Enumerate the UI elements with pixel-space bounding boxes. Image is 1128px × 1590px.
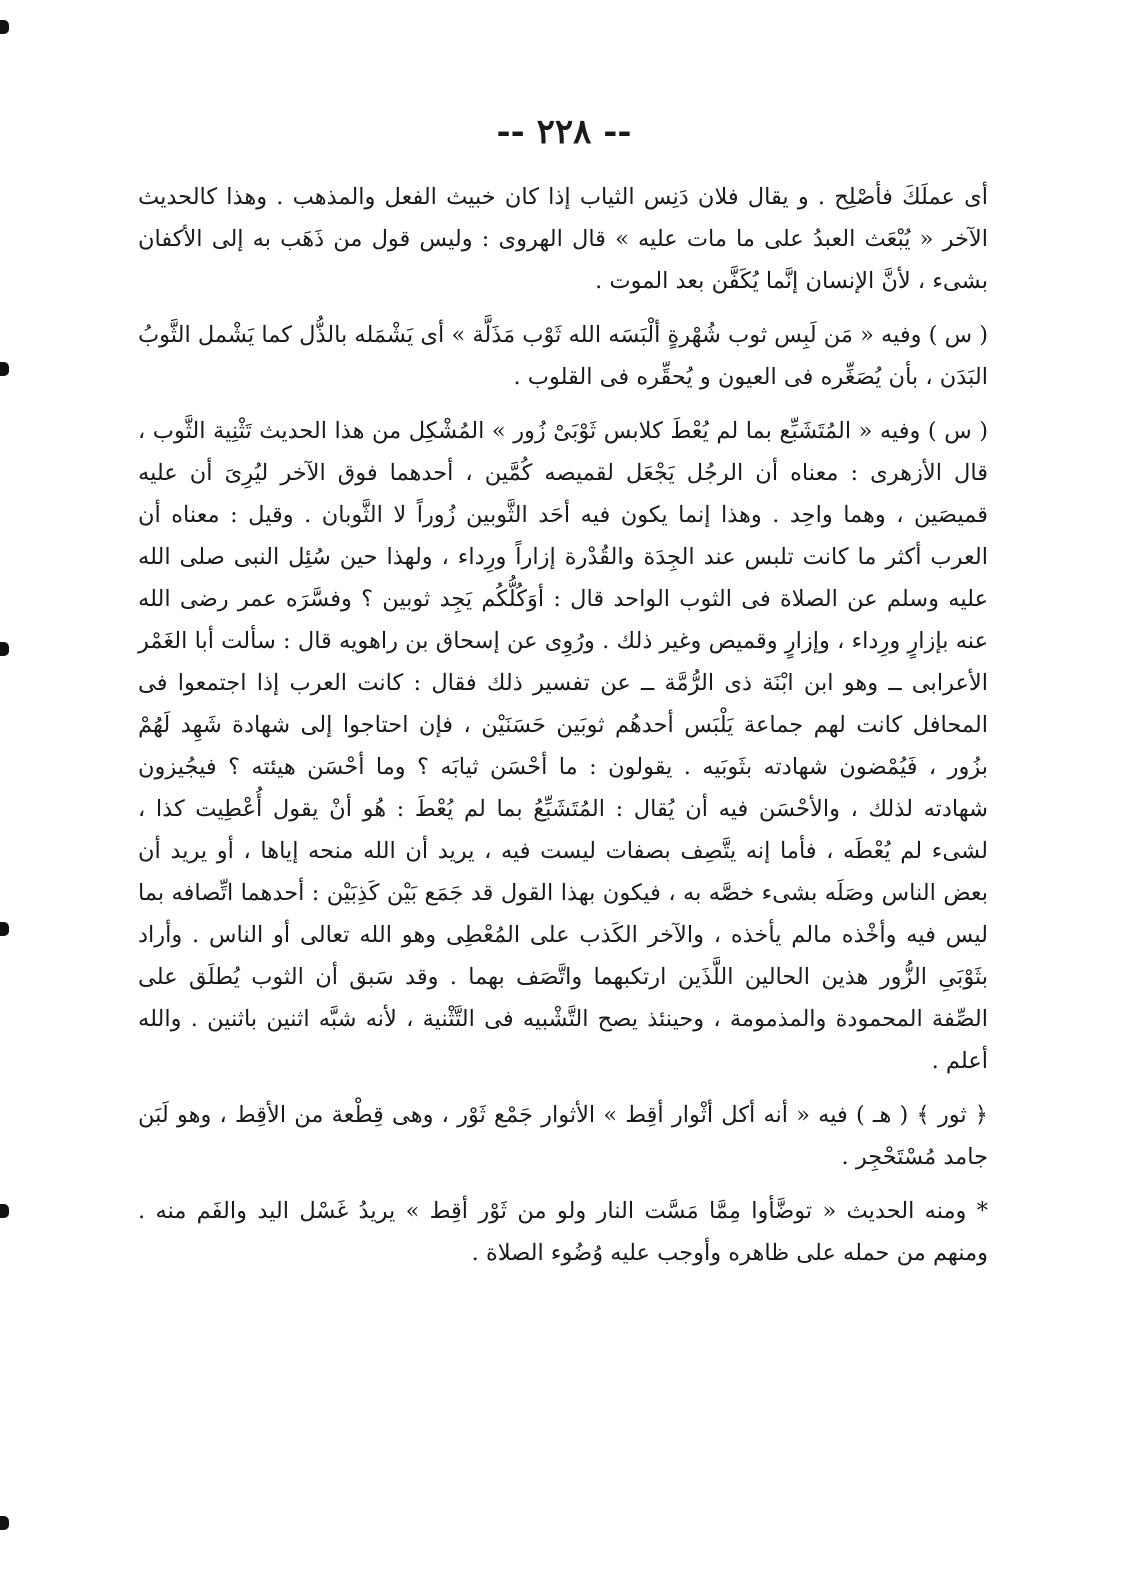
scan-edge-mark — [0, 922, 9, 936]
scan-edge-mark — [0, 1204, 9, 1218]
scan-edge-mark — [0, 20, 9, 34]
scan-edge-mark — [0, 642, 9, 656]
paragraph-1: أى عملَكَ فأصْلِح . و يقال فلان دَنِس الثياب إذا كان خبيث الفعل والمذهب . وهذا كالحديث الآخر « يُبْعَث العبدُ على ما مات عليه » قال الهروى : وليس قول من ذَهَب به إلى الأكفان بشىء ، لأنَّ الإنسان إنَّما يُكَفَّن بعد الموت . — [138, 184, 988, 294]
paragraph-2: ( س ) وفيه « مَن لَبِس ثوب شُهْرةٍ ألْبَسَه الله ثَوْب مَذَلَّة » أى يَشْمَله بالذُّل كما يَشْمل الثَّوبُ البَدَن ، بأن يُصَغِّره فى العيون و يُحقِّره فى القلوب . — [138, 322, 988, 390]
scan-edge-mark — [0, 1516, 9, 1530]
page-number: -- ٢٢٨ -- — [496, 112, 632, 152]
paragraph-4: ﴿ ثور ﴾ ( هـ ) فيه « أنه أكل أثْوار أقِط » الأثوار جَمْع ثَوْر ، وهى قِطْعة من الأقِط ، وهو لَبَن جامد مُسْتَحْجِر . — [138, 1102, 988, 1170]
paragraph-3: ( س ) وفيه « المُتَشَبِّع بما لم يُعْطَ كلابس ثَوْبَىْ زُور » المُشْكِل من هذا الحديث تَثْنِية الثَّوب ، قال الأزهرى : معناه أن الرجُل يَجْعَل لقميصه كُمَّين ، أحدهما فوق الآخر ليُرِىَ أن عليه قميصَين ، وهما واحِد . وهذا إنما يكون فيه أحَد الثَّوبين زُوراً لا الثَّوبان . وقيل : معناه أن العرب أكثر ما كانت تلبس عند الجِدَة والقُدْرة إزاراً ورِداء ، ولهذا حين سُئِل النبى صلى الله عليه وسلم عن الصلاة فى الثوب الواحد قال : أوَكُلُّكُم يَجِد ثوبين ؟ وفسَّرَه عمر رضى الله عنه بإزارٍ ورِداء ، وإزارٍ وقميص وغير ذلك . ورُوِى عن إسحاق بن راهويه قال : سألت أبا الغَمْر الأعرابى ــ وهو ابن ابْنَة ذى الرُّمَّة ــ عن تفسير ذلك فقال : كانت العرب إذا اجتمعوا فى المحافل كانت لهم جماعة يَلْبَس أحدهُم ثوبَين حَسَنَيْن ، فإن احتاجوا إلى شهادة شَهِد لَهُمْ بزُور ، فَيُمْضون شهادته بثَوبَيه . يقولون : ما أحْسَن ثيابَه ؟ وما أحْسَن هيئته ؟ فيجُيزون شهادته لذلك ، والأحْسَن فيه أن يُقال : المُتَشَبِّعُ بما لم يُعْطَ : هُو أنْ يقول أُعْطِيت كذا ، لشىء لم يُعْطَه ، فأما إنه يتَّصِف بصفات ليست فيه ، يريد أن الله منحه إياها ، أو يريد أن بعض الناس وصَلَه بشىء خصَّه به ، فيكون بهذا القول قد جَمَع بَيْن كَذِبَيْن : أحدهما اتِّصافه بما ليس فيه وأخْذه مالم يأخذه ، والآخر الكَذب على المُعْطِى وهو الله تعالى أو الناس . وأراد بثَوْبَىِ الزُّور هذين الحالين اللَّذَين ارتكبهما واتَّصَف بهما . وقد سَبق أن الثوب يُطلَق على الصِّفة المحمودة والمذمومة ، وحينئذ يصح التَّشْبيه فى التَّثْنية ، لأنه شبَّه اثنين باثنين . والله أعلم . — [138, 418, 988, 1074]
page-body — [138, 176, 988, 1286]
paragraph-5: * ومنه الحديث « توضَّأوا مِمَّا مَسَّت النار ولو من ثَوْر أقِط » يريدُ غَسْل اليد والفَم منه . ومنهم من حمله على ظاهره وأوجب عليه وُضُوء الصلاة . — [138, 1198, 988, 1266]
scan-edge-mark — [0, 362, 9, 376]
